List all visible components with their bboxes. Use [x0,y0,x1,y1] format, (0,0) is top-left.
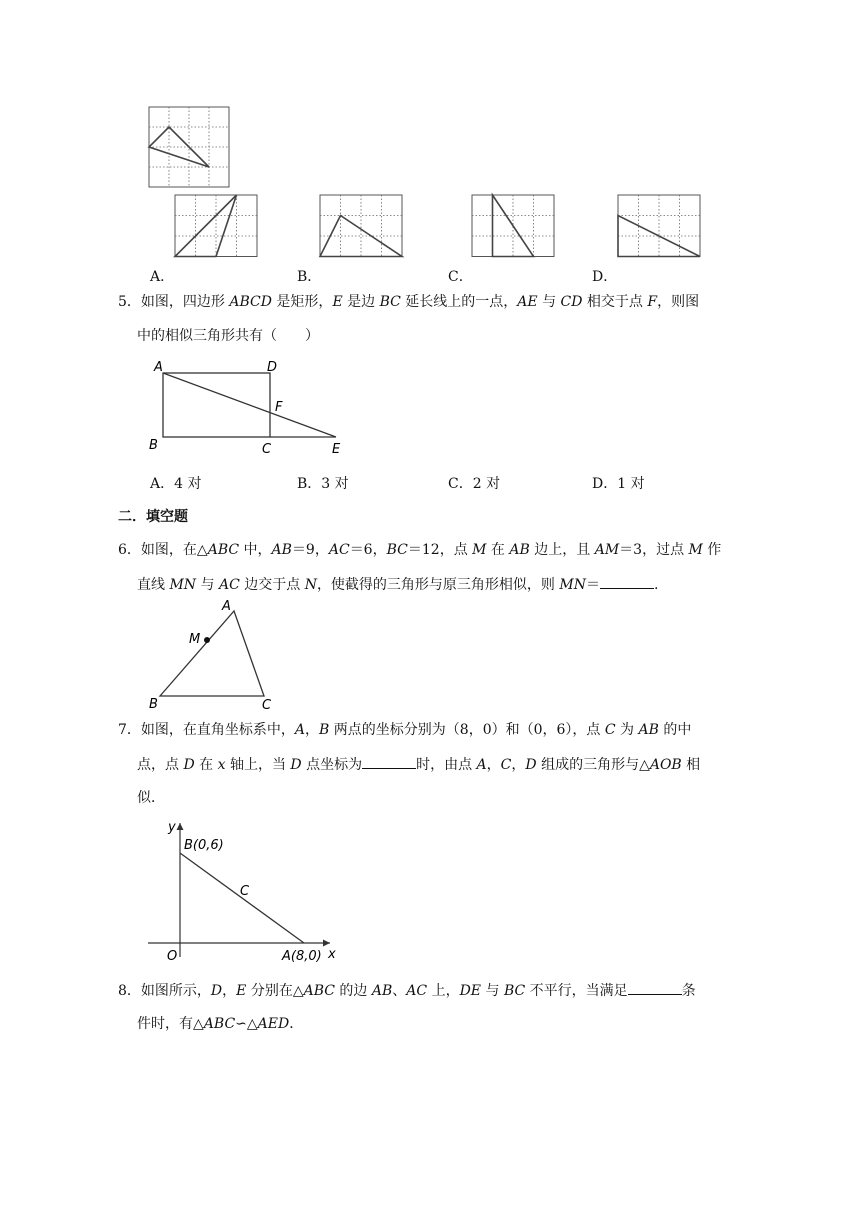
q7-figure [140,815,350,965]
grid-triangle [618,216,700,257]
text-run: M [472,542,487,558]
text-run: ， [222,983,237,999]
text-run: ＝6， [349,542,387,558]
q7-text-1 [141,722,691,738]
text-run: 上， [427,983,460,999]
q7-answer-blank[interactable] [362,754,416,769]
text-run: D [290,757,302,773]
text-run: 轴上，当 [225,757,291,773]
text-run: 作 [702,542,722,558]
text-run: 与 [537,294,561,310]
text-run: x [217,757,226,773]
text-run: M [688,542,703,558]
text-run: AE [517,294,538,310]
q5-figure [140,355,360,460]
text-run: C [500,757,512,773]
grid-border [175,195,257,257]
q4-option-a-grid [175,195,257,257]
q7-line-3: 似． [137,790,165,806]
label-y: y [168,820,176,835]
grid-triangle [493,195,534,257]
text-run: F [647,294,658,310]
q6-period: . [653,577,659,593]
text-run: 相 [681,757,701,773]
text-run: 组成的三角形与△ [536,757,650,773]
q4-option-d-grid [618,195,700,257]
q8-text-1b: 条 [681,983,696,999]
text-run: 与 [481,983,504,999]
rectangle-abcd [163,373,270,437]
q7-text-2b [416,757,700,773]
q5-option-d[interactable]: D．1 对 [592,476,645,492]
text-run: AC [218,577,240,593]
text-run: ， [511,757,526,773]
text-run: AC [406,983,428,999]
text-run: ＝9， [291,542,329,558]
q8-text-2 [137,1016,303,1032]
q8-number: 8． [118,983,141,999]
q7-line-2 [137,754,700,775]
q5-number: 5． [118,294,141,310]
text-run: B [319,722,330,738]
text-run: ， [486,757,501,773]
grid-border [320,195,402,257]
text-run: 不平行，当满足 [525,983,628,999]
text-run: AC [328,542,350,558]
q6-text-1 [141,542,721,558]
text-run: AB [638,722,659,738]
text-run: ， [305,722,320,738]
text-run: D [210,983,223,999]
text-run: 延长线上的一点， [400,294,518,310]
q4-option-d[interactable]: D． [592,269,618,285]
text-run: 点，点 [137,757,184,773]
grid-triangle [149,127,209,167]
text-run: AED [257,1016,290,1032]
text-run: 相交于点 [582,294,648,310]
label-x: x [328,947,336,962]
text-run: 在 [194,757,218,773]
q7-number: 7． [118,722,141,738]
label-a: A [154,360,163,375]
text-run: A [294,722,306,738]
q6-figure [140,598,290,714]
text-run: ，则图 [657,294,700,310]
text-run: ∽△ [235,1016,258,1032]
text-run: 是矩形， [271,294,333,310]
q4-option-c-grid [472,195,554,257]
label-d: D [267,360,278,375]
text-run: AB [509,542,530,558]
text-run: 的中 [658,722,692,738]
point-m [204,637,210,643]
text-run: 与 [196,577,219,593]
text-run: ，使截得的三角形与原三角形相似，则 [316,577,560,593]
text-run: 两点的坐标分别为（8，0）和（0，6），点 [329,722,605,738]
segment-ae [163,373,336,437]
text-run: ＝12，点 [407,542,473,558]
q6-answer-blank[interactable] [600,574,654,589]
text-run: 如图所示， [140,983,211,999]
label-c: C [262,698,272,713]
text-run: 边上，且 [529,542,595,558]
text-run: 边交于点 [239,577,305,593]
q5-option-c[interactable]: C．2 对 [448,476,501,492]
text-run: ABCD [229,294,272,310]
text-run: 如图，在直角坐标系中， [140,722,295,738]
q8-answer-blank[interactable] [628,980,682,995]
grid-triangle [175,195,237,257]
label-a: A [222,599,231,614]
label-c: C [240,884,250,899]
q4-original-grid [149,107,229,187]
text-run: E [332,294,343,310]
text-run: 是边 [342,294,380,310]
text-run: 如图，在△ [140,542,208,558]
text-run: ABC [207,542,240,558]
label-f: F [275,400,283,415]
q8-line-2 [137,1014,303,1034]
q8-text-1 [141,983,628,999]
text-run: 直线 [137,577,170,593]
text-run: 的边 [334,983,372,999]
q7-text-2a [137,757,362,773]
text-run: 、 [392,983,407,999]
text-run: MN [559,577,586,593]
text-run: C [604,722,616,738]
text-run: D [183,757,195,773]
q5-line-1 [118,292,699,312]
q6-text-2 [137,577,600,593]
text-run: 时，由点 [416,757,477,773]
text-run: BC [386,542,408,558]
text-run: CD [560,294,583,310]
text-run: MN [169,577,197,593]
grid-border [618,195,700,257]
text-run: ABC [303,983,335,999]
q6-line-2 [137,574,658,595]
text-run: 中， [239,542,272,558]
q5-option-a[interactable]: A．4 对 [150,476,202,492]
text-run: ＝ [585,577,600,593]
q5-text-1 [141,294,699,310]
text-run: DE [459,983,482,999]
text-run: 在 [486,542,510,558]
text-run: BC [503,983,526,999]
grid-triangle [320,216,402,257]
label-b: B [149,697,158,712]
text-run: BC [379,294,401,310]
text-run: E [236,983,247,999]
label-c: C [262,442,272,457]
label-m: M [189,632,201,647]
text-run: ABC [203,1016,236,1032]
label-o: O [167,949,178,964]
text-run: 分别在△ [246,983,304,999]
q6-line-1 [118,540,721,560]
text-run: 件时，有△ [137,1016,204,1032]
q8-line-1 [118,980,696,1001]
text-run: D [525,757,537,773]
label-a: A(8,0) [282,949,322,964]
q4-option-a[interactable]: A． [150,269,175,285]
q4-option-b-grid [320,195,402,257]
label-b: B(0,6) [184,838,224,853]
text-run: A [476,757,487,773]
text-run: 如图，四边形 [140,294,230,310]
q6-number: 6． [118,542,141,558]
q4-figures [0,0,860,290]
text-run: AM [594,542,620,558]
text-run: N [304,577,317,593]
text-run: ＝3，过点 [619,542,689,558]
text-run: AOB [649,757,682,773]
text-run: 为 [615,722,639,738]
text-run: AB [271,542,292,558]
q4-option-b[interactable]: B． [297,269,322,285]
label-b: B [149,438,158,453]
triangle-abc [160,611,264,696]
q7-line-1 [118,720,691,740]
q4-option-c[interactable]: C． [448,269,473,285]
text-run: ． [289,1016,304,1032]
q5-option-b[interactable]: B．3 对 [297,476,349,492]
text-run: AB [371,983,393,999]
section-heading: 二．填空题 [118,509,188,525]
label-e: E [332,442,341,457]
q5-line-2: 中的相似三角形共有（ ） [137,328,319,344]
text-run: 点坐标为 [301,757,363,773]
